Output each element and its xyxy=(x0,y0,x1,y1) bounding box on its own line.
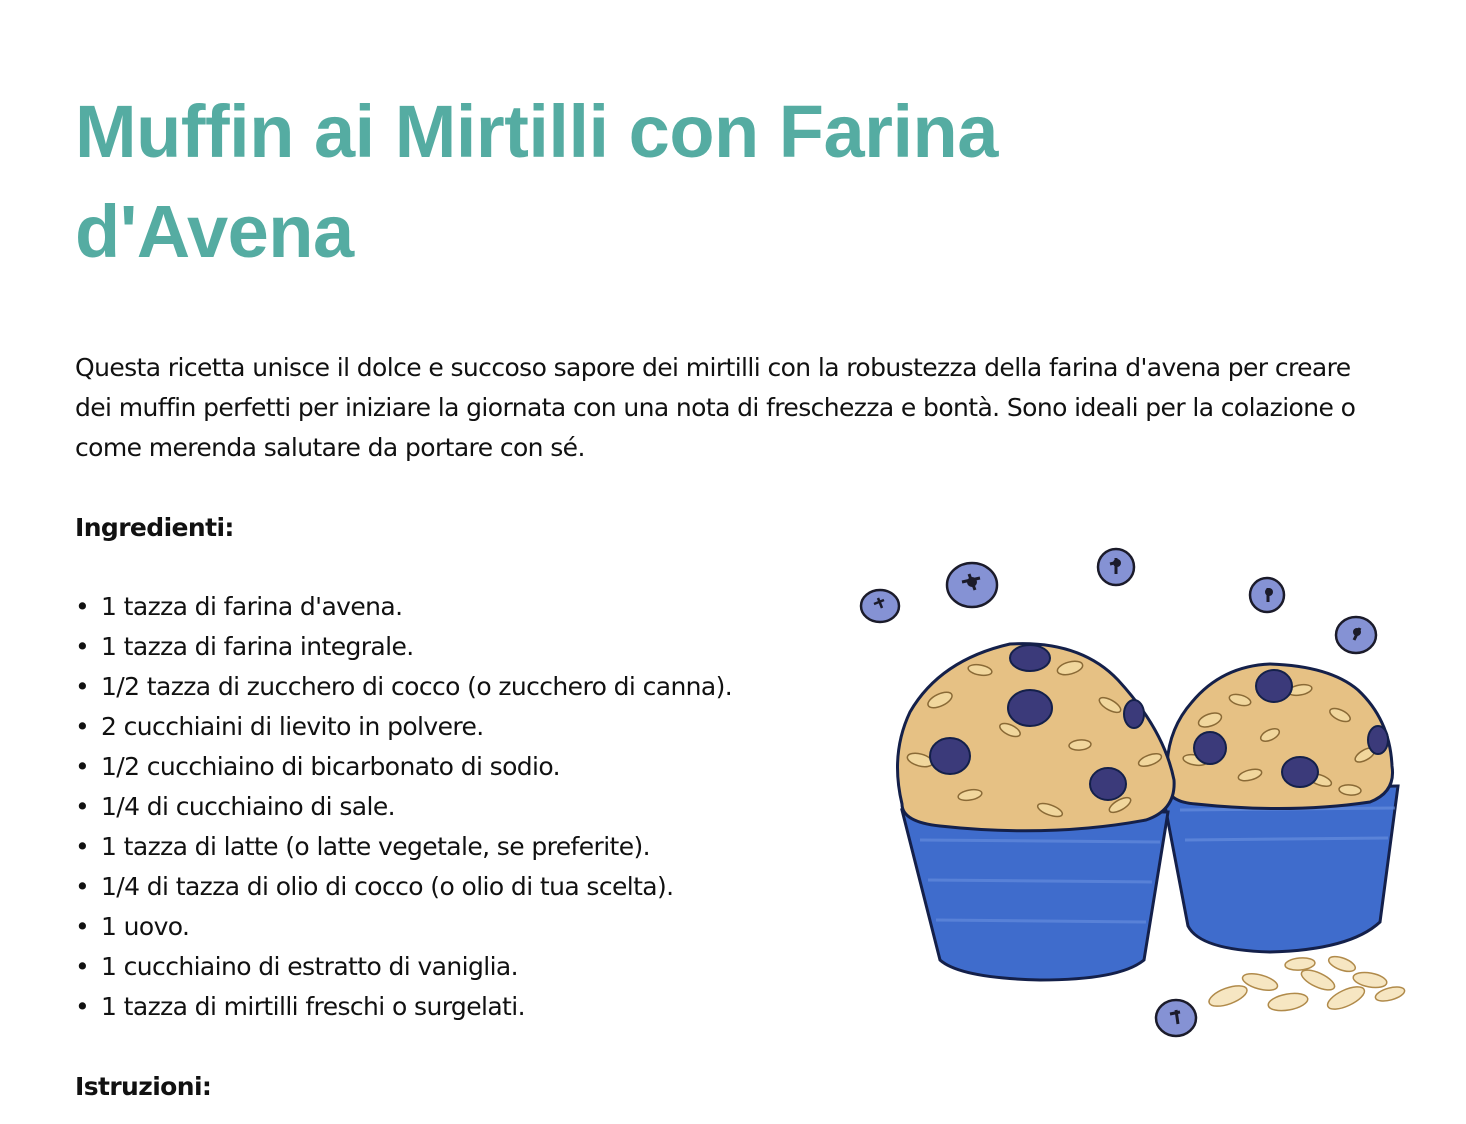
instructions-heading: Istruzioni: xyxy=(75,1072,212,1101)
bullet-icon: • xyxy=(75,992,90,1021)
bullet-icon: • xyxy=(75,712,90,741)
recipe-title: Muffin ai Mirtilli con Farina d'Avena xyxy=(75,90,998,273)
bullet-icon: • xyxy=(75,592,90,621)
ingredient-item: • 1/2 cucchiaino di bicarbonato di sodio. xyxy=(75,747,855,787)
ingredient-item: • 1/4 di cucchiaino di sale. xyxy=(75,787,855,827)
ingredient-item: • 1 tazza di mirtilli freschi o surgelati. xyxy=(75,987,855,1027)
ingredient-item: • 1 tazza di farina d'avena. xyxy=(75,587,855,627)
ingredients-heading: Ingredienti: xyxy=(75,513,234,542)
ingredient-list xyxy=(75,587,855,1027)
blueberry-icon xyxy=(1336,617,1376,653)
muffin-right xyxy=(1162,664,1398,952)
ingredient-item: • 1/4 di tazza di olio di cocco (o olio di tua scelta). xyxy=(75,867,855,907)
bullet-icon: • xyxy=(75,912,90,941)
bullet-icon: • xyxy=(75,752,90,781)
blueberry-icon xyxy=(1156,1000,1196,1036)
oat-flakes xyxy=(1206,954,1406,1014)
ingredient-item: • 1/2 tazza di zucchero di cocco (o zucchero di canna). xyxy=(75,667,855,707)
ingredient-item: • 1 uovo. xyxy=(75,907,855,947)
blueberry-icon xyxy=(947,563,997,607)
muffin-blueberry-illustration xyxy=(850,540,1420,1050)
bullet-icon: • xyxy=(75,672,90,701)
blueberry-icon xyxy=(861,590,899,622)
recipe-intro: Questa ricetta unisce il dolce e succoso sapore dei mirtilli con la robustezza della farina d'avena per creare dei muffin perfetti per iniziare la giornata con una nota di freschezza e bontà. Sono ideali per la colazione o come merenda salutare da portare con sé. xyxy=(75,353,1356,462)
bullet-icon: • xyxy=(75,872,90,901)
blueberry-icon xyxy=(1098,549,1134,585)
ingredient-item: • 1 tazza di latte (o latte vegetale, se preferite). xyxy=(75,827,855,867)
bullet-icon: • xyxy=(75,792,90,821)
ingredient-item: • 1 cucchiaino di estratto di vaniglia. xyxy=(75,947,855,987)
bullet-icon: • xyxy=(75,632,90,661)
ingredient-item: • 1 tazza di farina integrale. xyxy=(75,627,855,667)
ingredient-item: • 2 cucchiaini di lievito in polvere. xyxy=(75,707,855,747)
bullet-icon: • xyxy=(75,952,90,981)
blueberry-icon xyxy=(1250,578,1284,612)
muffin-left xyxy=(898,644,1175,980)
bullet-icon: • xyxy=(75,832,90,861)
